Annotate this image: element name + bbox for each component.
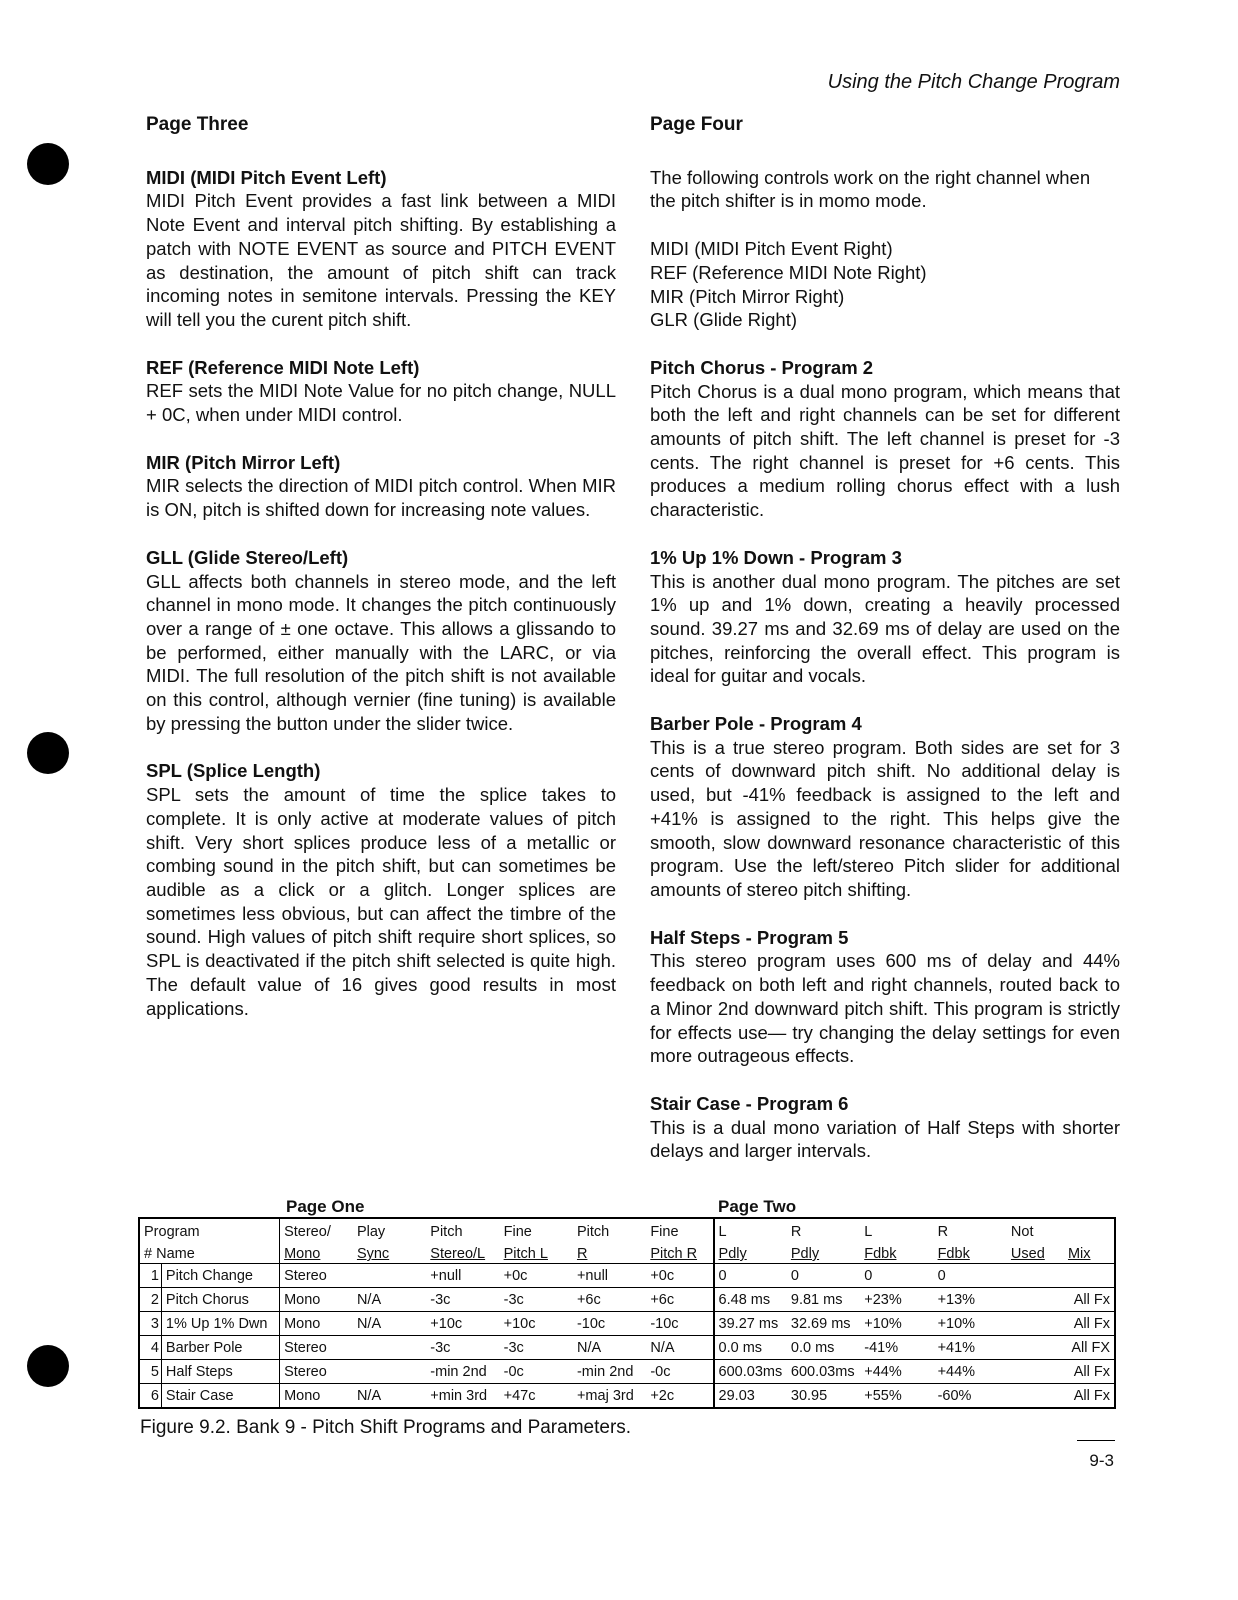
table-row [139,1312,1115,1336]
section-body: GLL affects both channels in stereo mode, and the left channel in mono mode. It changes the pitch continuously over a range of ± one octave. This allows a glissando to be performed, either manually with the LARC, or via MIDI. The full resolution of the pitch shift is not available on this control, although vernier (fine tuning) is available by pressing the button under the slider twice. [146,570,616,734]
right-column [650,113,1120,1187]
cell-pitch-l: -3c [430,1291,451,1308]
header-cell: Stereo/ [280,1218,353,1241]
header-cell: Fdbk [937,1246,970,1262]
table-row [139,1384,1115,1409]
cell-pitch-l: -min 2nd [430,1363,487,1380]
header-cell: Not [1010,1224,1034,1240]
section-body: Pitch Chorus is a dual mono program, which means that both the left and right channels can be set for different amounts of pitch shift. The left channel is preset for -3 cents. The right channel is preset for +6 cents. This produces a medium rolling chorus effect with a lush characteristic. [650,380,1120,521]
cell-fine-l: -3c [503,1339,524,1356]
cell-l-pdly: 600.03ms [714,1360,787,1384]
header-cell: Program [144,1224,200,1240]
cell-sync [353,1336,426,1360]
cell-l-fdbk: +23% [864,1291,902,1308]
cell-num: 1 [150,1267,159,1284]
section-heading: MIR (Pitch Mirror Left) [146,451,341,473]
cell-name: Half Steps [161,1360,279,1384]
cell-l-fdbk: +44% [864,1363,902,1380]
cell-mix [1064,1264,1115,1288]
cell-r-fdbk: +13% [937,1291,976,1308]
header-cell: Fdbk [864,1246,897,1262]
header-cell: Sync [356,1246,390,1262]
cell-fine-l: +47c [503,1387,536,1404]
cell-l-pdly: 0 [714,1264,787,1288]
header-cell [1064,1218,1115,1241]
cell-name: Pitch Chorus [161,1288,279,1312]
cell-l-pdly: 29.03 [714,1384,787,1409]
cell-l-pdly: 39.27 ms [714,1312,787,1336]
cell-sync: N/A [356,1387,382,1404]
cell-pitch-l: +null [430,1267,462,1284]
cell-pitch-r: -10c [576,1315,606,1332]
cell-name: Stair Case [161,1384,279,1409]
header-cell: Used [1010,1246,1045,1262]
cell-not-used [1007,1384,1064,1409]
table-row [139,1264,1115,1288]
section-body: MIR selects the direction of MIDI pitch control. When MIR is ON, pitch is shifted down for increasing note values. [146,475,616,521]
header-cell: L [864,1224,873,1240]
page-three-title: Page Three [146,114,249,135]
cell-num: 3 [150,1315,159,1332]
table-row [139,1336,1115,1360]
cell-name: 1% Up 1% Dwn [161,1312,279,1336]
header-cell: Pitch L [503,1246,548,1262]
cell-mix: All Fx [1073,1387,1110,1404]
cell-r-pdly: 32.69 ms [790,1315,851,1332]
section-heading: MIDI (MIDI Pitch Event Left) [146,166,387,188]
cell-name: Pitch Change [161,1264,279,1288]
cell-r-fdbk: 0 [937,1267,946,1284]
folio-rule [1077,1440,1115,1441]
cell-pitch-r: -min 2nd [576,1363,634,1380]
cell-pitch-l: +min 3rd [430,1387,488,1404]
cell-mode: Mono [280,1312,353,1336]
section-mir-left [146,451,616,522]
right-controls-list [650,237,1120,332]
page-four-title: Page Four [650,114,743,135]
binder-hole-top [27,143,69,185]
cell-mode: Mono [280,1288,353,1312]
cell-mode: Stereo [280,1360,353,1384]
header-cell: R [790,1224,802,1240]
cell-num: 4 [150,1339,159,1356]
section-body: REF sets the MIDI Note Value for no pitch change, NULL + 0C, when under MIDI control. [146,380,616,426]
cell-r-pdly: 9.81 ms [790,1291,843,1308]
table-body [139,1264,1115,1409]
section-body: MIDI Pitch Event provides a fast link between a MIDI Note Event and interval pitch shifting. By establishing a patch with NOTE EVENT as source and PITCH EVENT as destination, the amount of pitch shift can track incoming notes in semitone intervals. Pressing the KEY will tell you the curent pitch shift. [146,190,616,330]
header-cell: Pitch R [650,1246,698,1262]
cell-pitch-r: +null [576,1267,609,1284]
cell-l-fdbk: -41% [864,1339,899,1356]
left-column [146,113,616,1044]
cell-fine-r: N/A [650,1339,675,1356]
section-gll [146,546,616,736]
header-cell: Pdly [790,1246,820,1262]
cell-fine-r: +2c [650,1387,675,1404]
section-stair-case [650,1092,1120,1163]
cell-r-fdbk: +41% [937,1339,976,1356]
cell-fine-r: +6c [650,1291,675,1308]
header-cell: Pitch [576,1224,610,1240]
cell-r-pdly: 30.95 [790,1387,828,1404]
cell-mode: Stereo [280,1336,353,1360]
section-heading: Pitch Chorus - Program 2 [650,356,874,378]
parameter-table [138,1217,1116,1409]
section-heading: REF (Reference MIDI Note Left) [146,356,420,378]
section-spl [146,759,616,1020]
cell-r-fdbk: +44% [937,1363,976,1380]
section-half-steps [650,926,1120,1068]
cell-l-pdly: 6.48 ms [714,1288,787,1312]
header-cell: Stereo/L [430,1246,486,1262]
cell-fine-l: -3c [503,1291,524,1308]
control-item: MIDI (MIDI Pitch Event Right) [650,238,893,260]
section-body: SPL sets the amount of time the splice takes to complete. It is only active at moderate values of pitch shift. Very short splices produce less of a metallic or combing sound in the pitch shift, but can sometimes be audible as a click or a glitch. Longer splices are sometimes less obvious, but can affect the timbre of the sound. High values of pitch shift require short splices, so SPL is deactivated if the pitch shift selected is quite high. The default value of 16 gives good results in most applications. [146,784,616,1019]
cell-not-used [1007,1312,1064,1336]
cell-num: 2 [150,1291,159,1308]
header-cell: Play [356,1224,386,1240]
cell-not-used [1007,1336,1064,1360]
cell-num: 5 [150,1363,159,1380]
cell-l-fdbk: +10% [864,1315,902,1332]
header-cell: Fine [650,1224,679,1240]
page-four-intro: The following controls work on the right channel when the pitch shifter is in momo mode. [650,166,1091,212]
section-barber-pole [650,712,1120,902]
cell-fine-l: +0c [503,1267,528,1284]
page-number: 9-3 [1089,1451,1114,1470]
cell-mode: Mono [280,1384,353,1409]
cell-sync: N/A [356,1291,382,1308]
table-row [139,1288,1115,1312]
binder-hole-bottom [27,1345,69,1387]
header-cell: Mono [280,1241,353,1264]
cell-fine-r: -0c [650,1363,671,1380]
section-midi-left [146,166,616,332]
cell-fine-l: +10c [503,1315,536,1332]
control-item: REF (Reference MIDI Note Right) [650,261,927,283]
header-row-bottom [139,1241,1115,1264]
cell-fine-l: -0c [503,1363,524,1380]
section-heading: 1% Up 1% Down - Program 3 [650,546,902,568]
cell-mix: All Fx [1073,1315,1110,1332]
cell-pitch-r: +maj 3rd [576,1387,634,1404]
table-row [139,1360,1115,1384]
section-ref-left [146,356,616,427]
cell-not-used [1007,1264,1064,1288]
cell-mix: All FX [1071,1339,1110,1356]
cell-r-pdly: 600.03ms [790,1363,855,1380]
cell-l-fdbk: +55% [864,1387,902,1404]
cell-not-used [1007,1288,1064,1312]
cell-mix: All Fx [1073,1363,1110,1380]
header-cell: Pdly [714,1241,787,1264]
section-heading: SPL (Splice Length) [146,760,321,782]
cell-sync [353,1360,426,1384]
header-cell: Fine [503,1224,532,1240]
header-cell: R [576,1246,588,1262]
header-cell: R [937,1224,949,1240]
cell-num: 6 [150,1387,159,1404]
page-two-label: Page Two [718,1197,797,1216]
section-heading: GLL (Glide Stereo/Left) [146,546,349,568]
control-item: MIR (Pitch Mirror Right) [650,285,845,307]
parameter-table-wrap [138,1195,1116,1409]
cell-mode: Stereo [280,1264,353,1288]
section-heading: Half Steps - Program 5 [650,926,849,948]
cell-fine-r: -10c [650,1315,679,1332]
cell-r-fdbk: -60% [937,1387,972,1404]
cell-mix: All Fx [1073,1291,1110,1308]
header-cell: # Name [144,1246,195,1262]
cell-fine-r: +0c [650,1267,675,1284]
binder-hole-middle [27,732,69,774]
header-cell: Mix [1067,1246,1091,1262]
cell-pitch-r: N/A [576,1339,602,1356]
cell-pitch-l: +10c [430,1315,463,1332]
cell-pitch-r: +6c [576,1291,601,1308]
cell-l-fdbk: 0 [864,1267,873,1284]
section-body: This is another dual mono program. The pitches are set 1% up and 1% down, creating a heavily processed sound. 39.27 ms and 32.69 ms of delay are used on the pitches, reinforcing the overall effect. This program is ideal for guitar and vocals. [650,570,1120,687]
cell-sync: N/A [356,1315,382,1332]
section-body: This is a true stereo program. Both sides are set for 3 cents of downward pitch shift. No additional delay is used, but -41% feedback is assigned to the left and +41% is assigned to the right. This helps give the smooth, slow downward resonance characteristic of this program. Use the left/stereo Pitch slider for additional amounts of stereo pitch shifting. [650,736,1120,900]
cell-sync [353,1264,426,1288]
cell-name: Barber Pole [161,1336,279,1360]
cell-pitch-l: -3c [430,1339,451,1356]
page-one-label: Page One [286,1197,365,1216]
figure-caption: Figure 9.2. Bank 9 - Pitch Shift Programs and Parameters. [140,1417,632,1438]
cell-r-pdly: 0 [790,1267,799,1284]
cell-r-pdly: 0.0 ms [790,1339,835,1356]
section-1pct-up-down [650,546,1120,688]
cell-not-used [1007,1360,1064,1384]
cell-r-fdbk: +10% [937,1315,976,1332]
section-heading: Barber Pole - Program 4 [650,713,862,735]
table-page-labels [138,1195,1116,1217]
cell-l-pdly: 0.0 ms [714,1336,787,1360]
section-pitch-chorus [650,356,1120,522]
section-heading: Stair Case - Program 6 [650,1092,849,1114]
header-cell: L [714,1218,787,1241]
running-head: Using the Pitch Change Program [827,71,1120,93]
control-item: GLR (Glide Right) [650,309,798,331]
header-row-top [139,1218,1115,1241]
header-cell: Pitch [430,1224,463,1240]
section-body: This is a dual mono variation of Half Steps with shorter delays and larger intervals. [650,1116,1120,1162]
section-body: This stereo program uses 600 ms of delay and 44% feedback on both left and right channels, routed back to a Minor 2nd downward pitch shift. This program is strictly for effects use— try changing the delay settings for even more outrageous effects. [650,950,1120,1067]
